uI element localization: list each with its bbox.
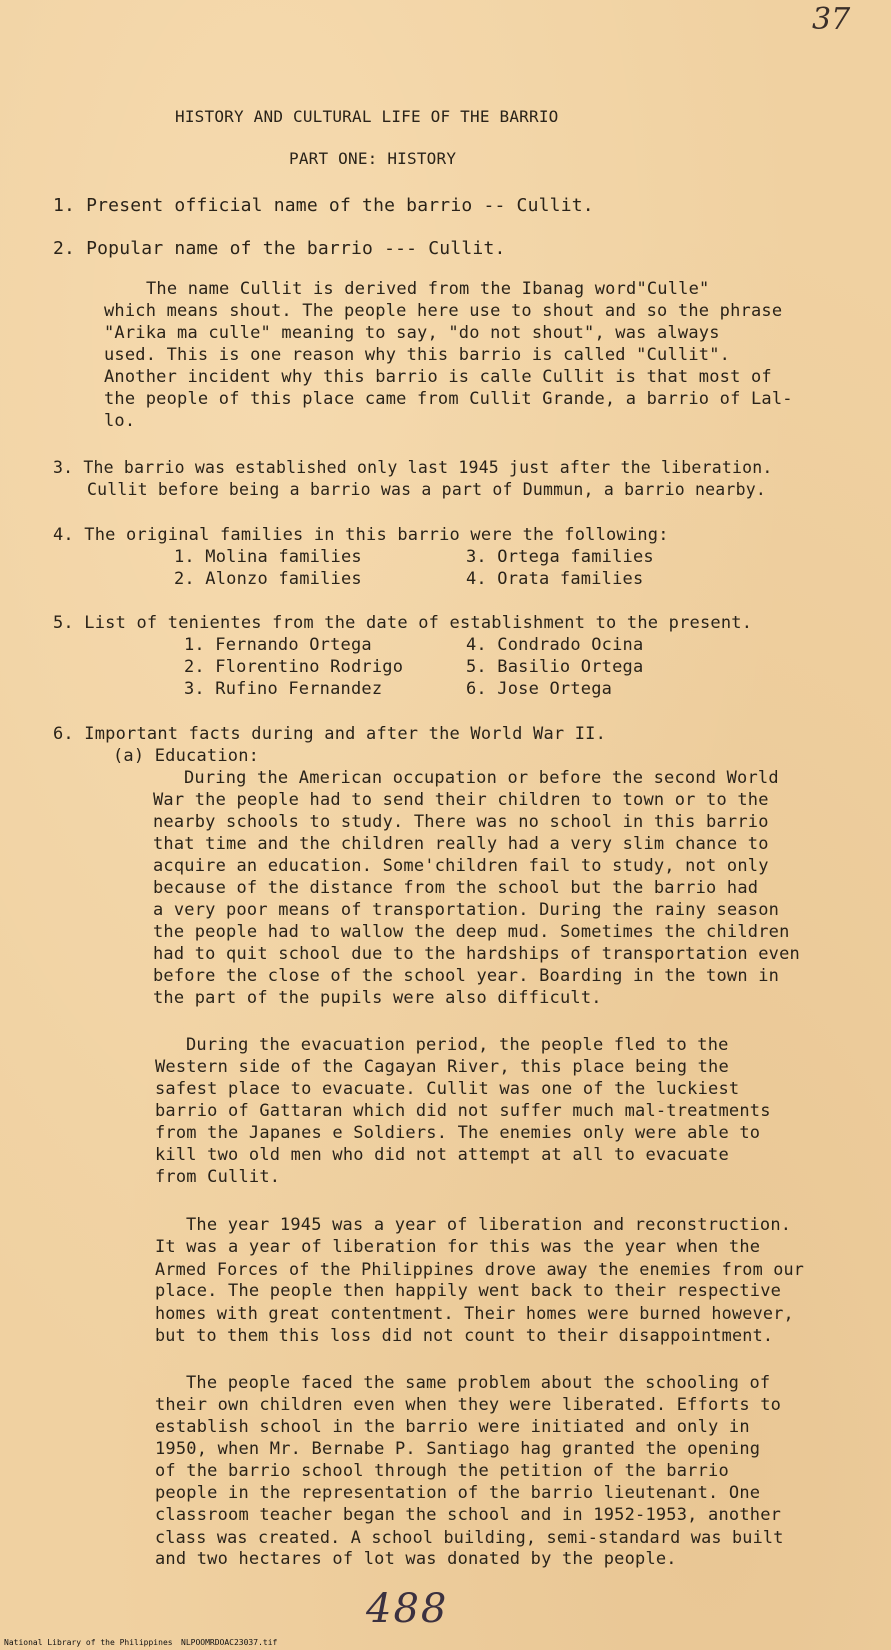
- school-paragraph-line: 1950, when Mr. Bernabe P. Santiago hag granted the opening: [155, 1439, 761, 1459]
- name-paragraph-line: the people of this place came from Cullit Grande, a barrio of Lal-: [104, 389, 793, 409]
- liberation-paragraph-line: homes with great contentment. Their homes were burned however,: [155, 1303, 794, 1323]
- name-paragraph-line: which means shout. The people here use to shout and so the phrase: [104, 301, 783, 321]
- item-1: 1. Present official name of the barrio -- Cullit.: [53, 195, 594, 216]
- teniente-entry: 5. Basilio Ortega: [466, 657, 644, 677]
- item-6-intro: 6. Important facts during and after the World War II.: [53, 724, 607, 744]
- family-entry: 3. Ortega families: [466, 547, 654, 567]
- item-6a-heading: (a) Education:: [113, 746, 260, 766]
- education-paragraph-line: the people had to wallow the deep mud. Sometimes the children: [153, 922, 790, 942]
- school-paragraph-line: establish school in the barrio were initiated and only in: [155, 1417, 750, 1437]
- family-entry: 4. Orata families: [466, 569, 644, 589]
- item-3-line: 3. The barrio was established only last 1945 just after the liberation.: [53, 458, 773, 477]
- education-paragraph-line: a very poor means of transportation. During the rainy season: [153, 900, 780, 920]
- item-4-intro: 4. The original families in this barrio were the following:: [53, 525, 669, 545]
- teniente-entry: 3. Rufino Fernandez: [184, 679, 383, 699]
- liberation-paragraph-line: place. The people then happily went back to their respective: [155, 1281, 782, 1301]
- school-paragraph-line: class was created. A school building, semi-standard was built: [155, 1527, 784, 1547]
- teniente-entry: 6. Jose Ortega: [466, 679, 613, 699]
- family-entry: 1. Molina families: [174, 547, 362, 567]
- education-paragraph-line: During the American occupation or before the second World: [184, 768, 779, 788]
- name-paragraph-line: used. This is one reason why this barrio is called "Cullit".: [104, 345, 731, 365]
- page-number-mark: 37: [812, 2, 851, 37]
- school-paragraph-line: people in the representation of the barrio lieutenant. One: [155, 1483, 761, 1503]
- item-5-intro: 5. List of tenientes from the date of establishment to the present.: [53, 613, 753, 633]
- education-paragraph-line: acquire an education. Some'children fail to study, not only: [153, 856, 769, 876]
- item-3-line: Cullit before being a barrio was a part of Dummun, a barrio nearby.: [87, 480, 766, 499]
- liberation-paragraph-line: Armed Forces of the Philippines drove away the enemies from our: [155, 1259, 805, 1279]
- item-2: 2. Popular name of the barrio --- Cullit.: [53, 238, 506, 259]
- school-paragraph-line: their own children even when they were liberated. Efforts to: [155, 1395, 782, 1415]
- part-heading: PART ONE: HISTORY: [289, 149, 457, 168]
- school-paragraph-line: and two hectares of lot was donated by the people.: [155, 1549, 677, 1569]
- education-paragraph-line: had to quit school due to the hardships of transportation even: [153, 944, 800, 964]
- handwritten-number: 488: [366, 1586, 449, 1632]
- teniente-entry: 2. Florentino Rodrigo: [184, 657, 404, 677]
- footer-filename: NLPOOMRDOAC23037.tif: [181, 1638, 278, 1647]
- family-entry: 2. Alonzo families: [174, 569, 362, 589]
- education-paragraph-line: because of the distance from the school but the barrio had: [153, 878, 759, 898]
- education-paragraph-line: War the people had to send their children to town or to the: [153, 790, 769, 810]
- footer-source: National Library of the Philippines: [4, 1638, 173, 1647]
- document-title: HISTORY AND CULTURAL LIFE OF THE BARRIO: [175, 107, 559, 126]
- name-paragraph-line: "Arika ma culle" meaning to say, "do not shout", was always: [104, 323, 720, 343]
- liberation-paragraph-line: The year 1945 was a year of liberation and reconstruction.: [186, 1215, 792, 1235]
- education-paragraph-line: the part of the pupils were also difficult.: [153, 988, 602, 1008]
- evacuation-paragraph-line: kill two old men who did not attempt at all to evacuate: [155, 1145, 729, 1165]
- school-paragraph-line: classroom teacher began the school and in 1952-1953, another: [155, 1505, 782, 1525]
- school-paragraph-line: of the barrio school through the petition of the barrio: [155, 1461, 729, 1481]
- evacuation-paragraph-line: barrio of Gattaran which did not suffer much mal-treatments: [155, 1101, 771, 1121]
- name-paragraph-line: The name Cullit is derived from the Ibanag word"Culle": [146, 279, 710, 299]
- school-paragraph-line: The people faced the same problem about the schooling of: [186, 1373, 771, 1393]
- evacuation-paragraph-line: from Cullit.: [155, 1167, 281, 1187]
- education-paragraph-line: that time and the children really had a very slim chance to: [153, 834, 769, 854]
- education-paragraph-line: nearby schools to study. There was no school in this barrio: [153, 812, 769, 832]
- teniente-entry: 1. Fernando Ortega: [184, 635, 372, 655]
- evacuation-paragraph-line: Western side of the Cagayan River, this place being the: [155, 1057, 729, 1077]
- liberation-paragraph-line: It was a year of liberation for this was the year when the: [155, 1237, 761, 1257]
- name-paragraph-line: Another incident why this barrio is calle Cullit is that most of: [104, 367, 772, 387]
- evacuation-paragraph-line: from the Japanes e Soldiers. The enemies only were able to: [155, 1123, 761, 1143]
- teniente-entry: 4. Condrado Ocina: [466, 635, 644, 655]
- liberation-paragraph-line: but to them this loss did not count to their disappointment.: [155, 1325, 774, 1345]
- evacuation-paragraph-line: During the evacuation period, the people fled to the: [186, 1035, 729, 1055]
- evacuation-paragraph-line: safest place to evacuate. Cullit was one of the luckiest: [155, 1079, 740, 1099]
- education-paragraph-line: before the close of the school year. Boarding in the town in: [153, 966, 780, 986]
- name-paragraph-line: lo.: [104, 411, 136, 431]
